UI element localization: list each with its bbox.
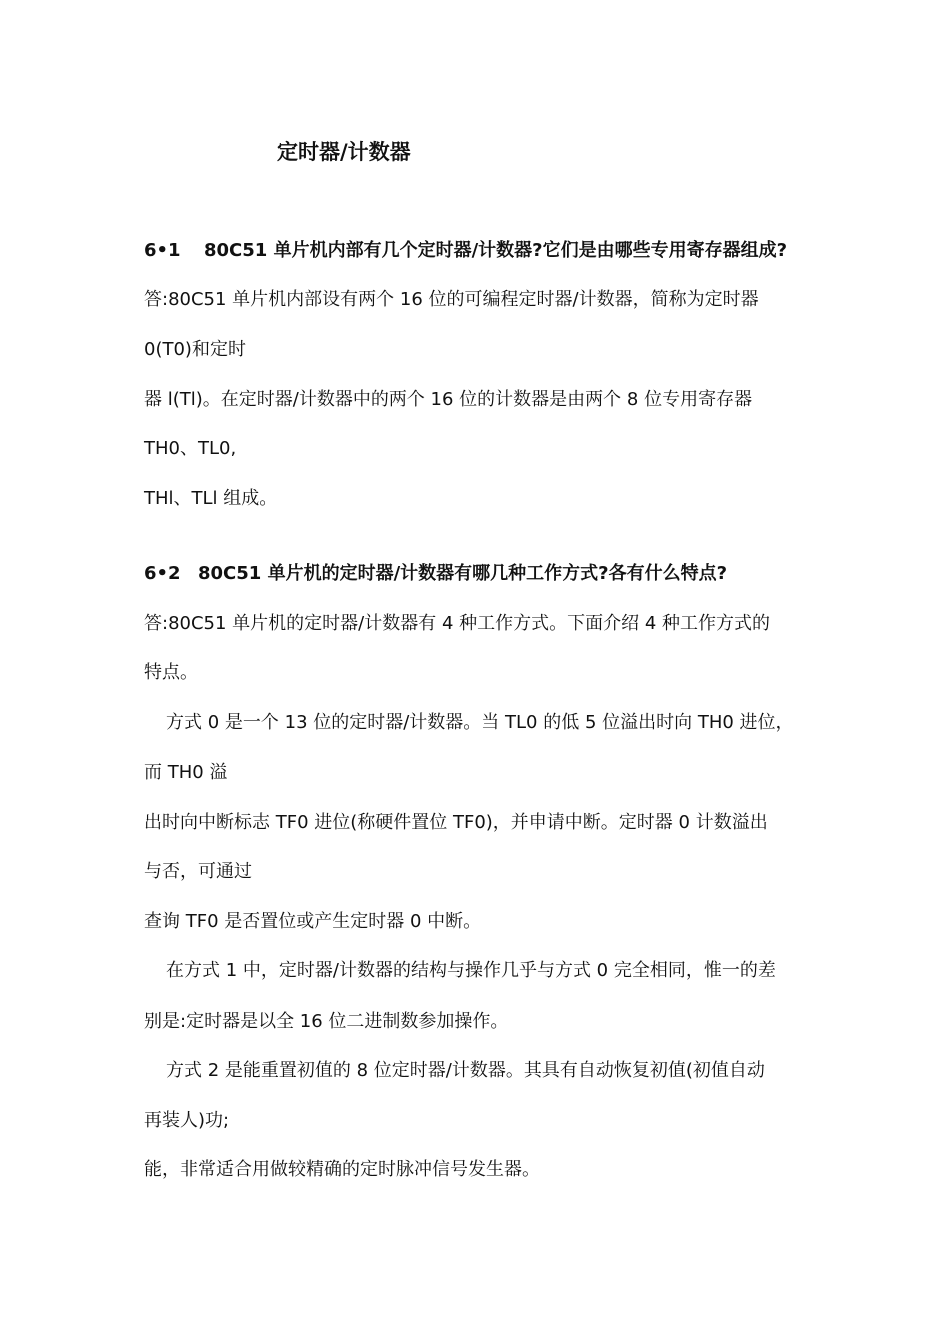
question-text: 80C51 单片机的定时器/计数器有哪几种工作方式?各有什么特点? xyxy=(198,563,728,584)
answer-line: THl、TLl 组成。 xyxy=(144,488,278,509)
answer-line: 出时向中断标志 TF0 进位(称硬件置位 TF0)，并申请中断。定时器 0 计数溢出 xyxy=(144,812,768,833)
question-text: 80C51 单片机内部有几个定时器/计数器?它们是由哪些专用寄存器组成? xyxy=(204,240,788,261)
answer-line: 查询 TF0 是否置位或产生定时器 0 中断。 xyxy=(144,911,482,932)
answer-line: 与否，可通过 xyxy=(144,861,252,882)
answer-line: 在方式 1 中，定时器/计数器的结构与操作几乎与方式 0 完全相同，惟一的差 xyxy=(166,960,776,981)
answer-line: 方式 0 是一个 13 位的定时器/计数器。当 TL0 的低 5 位溢出时向 TH0 进位， xyxy=(166,712,794,733)
answer-line: 别是:定时器是以全 16 位二进制数参加操作。 xyxy=(144,1011,509,1032)
answer-line: 特点。 xyxy=(144,662,198,683)
answer-line: 而 TH0 溢 xyxy=(144,762,228,783)
question-number: 6•1 xyxy=(144,240,181,261)
answer-line: 能，非常适合用做较精确的定时脉冲信号发生器。 xyxy=(144,1159,540,1180)
question-6-2 xyxy=(144,561,727,587)
answer-line: 器 l(Tl)。在定时器/计数器中的两个 16 位的计数器是由两个 8 位专用寄存器 xyxy=(144,389,753,410)
question-number: 6•2 xyxy=(144,563,181,584)
question-6-1 xyxy=(144,238,787,264)
answer-line: 方式 2 是能重置初值的 8 位定时器/计数器。其具有自动恢复初值(初值自动 xyxy=(166,1060,765,1081)
answer-line: 0(T0)和定时 xyxy=(144,339,246,360)
answer-line: 答:80C51 单片机内部设有两个 16 位的可编程定时器/计数器，简称为定时器 xyxy=(144,289,759,310)
answer-line: 再装人)功; xyxy=(144,1110,230,1131)
answer-line: 答:80C51 单片机的定时器/计数器有 4 种工作方式。下面介绍 4 种工作方式的 xyxy=(144,613,771,634)
document-title: 定时器/计数器 xyxy=(277,140,411,164)
answer-line: TH0、TL0, xyxy=(144,438,237,459)
